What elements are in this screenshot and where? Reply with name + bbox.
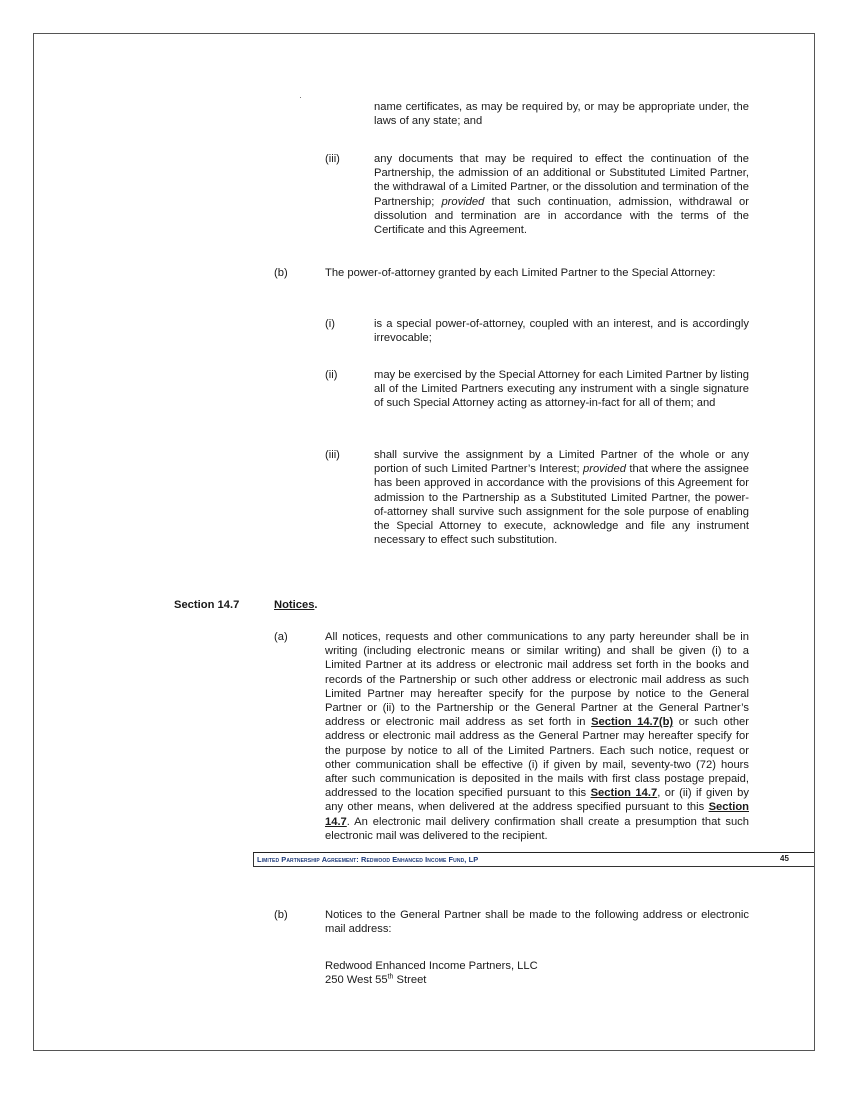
item-number-b-iii: (iii) bbox=[325, 449, 340, 461]
item-b-iii-text-end: that where the assignee has been approved in accordance with the provisions of this Agreement for admission to the Partnership as a Substituted Limited Partner, the power-of-attorney shall survive such assignment for the sole purpose of enabling the Special Attorney to execute, acknowledge and file any instrument necessary to effect such substitution. bbox=[374, 463, 749, 547]
stray-mark bbox=[300, 97, 301, 98]
page-number: 45 bbox=[780, 854, 789, 863]
item-number-a-iii: (iii) bbox=[325, 153, 340, 165]
section-title-text: Notices bbox=[274, 599, 315, 611]
section-reference: Section 14.7 bbox=[325, 801, 749, 828]
notices-item-number-b: (b) bbox=[274, 909, 288, 921]
notices-a-text-3: , or (ii) if given by any other means, when delivered at the address specified pursuant to this bbox=[325, 787, 749, 814]
section-reference: Section 14.7 bbox=[590, 787, 658, 800]
provided-emphasis: provided bbox=[441, 195, 485, 208]
item-a-iii-text-start: any documents that may be required to effect the continuation of the Partnership, the admission of an additional or Substituted Limited Partner, the withdrawal of a Limited Partner, or the dissolution and termination of the Partnership; bbox=[374, 153, 749, 208]
notices-a-text-2: or such other address or electronic mail address as the General Partner may hereafter specify for the purpose by notice to all of the Limited Partners. Each such notice, request or other communication shall be effective (i) if given by mail, seventy-two (72) hours after such communication is deposited in the mails with first class postage prepaid, addressed to the location specified pursuant to this bbox=[325, 716, 750, 800]
item-b-ii-text: may be exercised by the Special Attorney for each Limited Partner by listing all of the Limited Partners executing any instrument with a single signature of such Special Attorney acting as attorney-in-fact for all of them; and bbox=[374, 369, 749, 410]
item-b-text: The power-of-attorney granted by each Limited Partner to the Special Attorney: bbox=[325, 267, 716, 279]
item-number-b-i: (i) bbox=[325, 318, 335, 330]
provided-emphasis: provided bbox=[583, 463, 626, 476]
notices-a-text-4: . An electronic mail delivery confirmation shall create a presumption that such electronic mail was delivered to the recipient. bbox=[325, 815, 749, 842]
notices-item-a-text bbox=[325, 630, 749, 843]
item-a-iii-text bbox=[374, 152, 749, 237]
ordinal-suffix: th bbox=[387, 973, 394, 981]
item-b-i-text: is a special power-of-attorney, coupled with an interest, and is accordingly irrevocable; bbox=[374, 318, 749, 345]
section-number: Section 14.7 bbox=[174, 599, 240, 611]
section-title bbox=[274, 598, 318, 612]
address-line-1: Redwood Enhanced Income Partners, LLC bbox=[325, 960, 538, 972]
address-line-2-end: Street bbox=[393, 974, 427, 986]
address-line-2 bbox=[325, 973, 426, 987]
section-title-period: . bbox=[314, 599, 318, 611]
item-b-iii-text-start: shall survive the assignment by a Limited Partner of the whole or any portion of such Limited Partner’s Interest; bbox=[374, 449, 749, 476]
notices-a-text-1: All notices, requests and other communications to any party hereunder shall be in writing (including electronic means or similar writing) and shall be given (i) to a Limited Partner at its address or electronic mail address set forth in the books and records of the Partnership or such other address or electronic mail address as such Limited Partner may hereafter specify for the purpose by notice to the General Partner or (ii) to the Partnership or the General Partner at the General Partner’s address or electronic mail address as set forth in bbox=[325, 631, 749, 729]
address-line-2-start: 250 West 55 bbox=[325, 974, 388, 986]
notices-item-number-a: (a) bbox=[274, 631, 288, 643]
item-a-iii-text-end: that such continuation, admission, withdrawal or dissolution and termination are in accordance with the terms of the Certificate and this Agreement. bbox=[374, 195, 749, 237]
footer-document-title: Limited Partnership Agreement: Redwood Enhanced Income Fund, LP bbox=[257, 855, 479, 864]
item-number-b-ii: (ii) bbox=[325, 369, 338, 381]
item-b-iii-text bbox=[374, 448, 749, 547]
continued-paragraph: name certificates, as may be required by, or may be appropriate under, the laws of any state; and bbox=[374, 101, 749, 128]
section-reference: Section 14.7(b) bbox=[591, 716, 674, 729]
notices-item-b-text: Notices to the General Partner shall be made to the following address or electronic mail address: bbox=[325, 909, 749, 936]
item-number-b: (b) bbox=[274, 267, 288, 279]
